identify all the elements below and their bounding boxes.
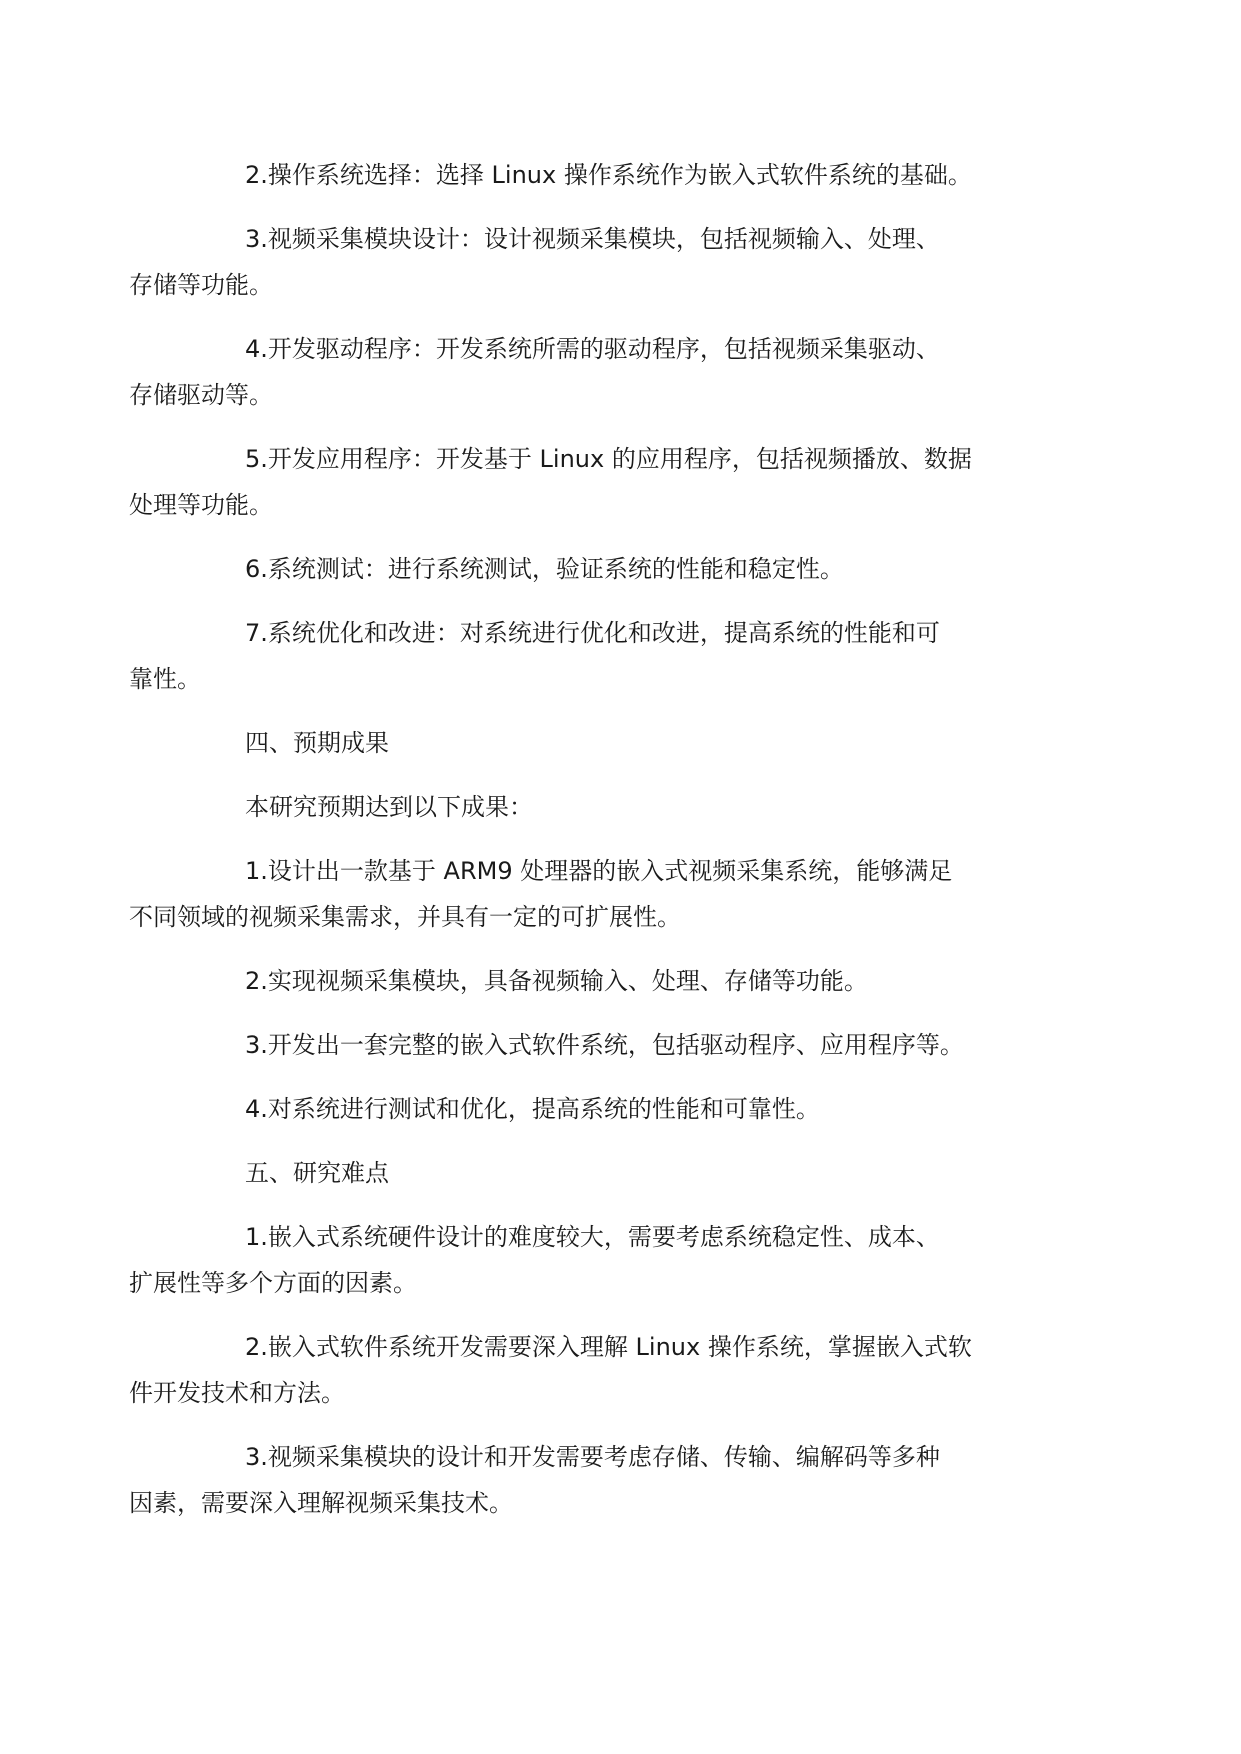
text-line: 2.实现视频采集模块，具备视频输入、处理、存储等功能。 <box>245 967 868 995</box>
paragraph-app-development <box>129 436 1067 528</box>
paragraph-difficulty-3 <box>129 1434 1067 1526</box>
document-body <box>129 152 1067 1544</box>
text-line: 3.开发出一套完整的嵌入式软件系统，包括驱动程序、应用程序等。 <box>245 1031 964 1059</box>
text-line: 本研究预期达到以下成果： <box>245 793 533 821</box>
text-line: 四、预期成果 <box>245 729 389 757</box>
text-line: 4.对系统进行测试和优化，提高系统的性能和可靠性。 <box>245 1095 820 1123</box>
text-line: 1.嵌入式系统硬件设计的难度较大，需要考虑系统稳定性、成本、 <box>245 1223 940 1251</box>
paragraph-result-4 <box>187 1086 1067 1132</box>
text-line: 7.系统优化和改进：对系统进行优化和改进，提高系统的性能和可 <box>245 619 940 647</box>
text-line: 6.系统测试：进行系统测试，验证系统的性能和稳定性。 <box>245 555 844 583</box>
text-line: 五、研究难点 <box>245 1159 389 1187</box>
paragraph-driver-development <box>129 326 1067 418</box>
text-line: 靠性。 <box>129 665 201 693</box>
paragraph-difficulty-1 <box>129 1214 1067 1306</box>
text-line: 2.嵌入式软件系统开发需要深入理解 Linux 操作系统，掌握嵌入式软 <box>245 1333 972 1361</box>
paragraph-os-selection <box>187 152 1067 198</box>
text-line: 因素，需要深入理解视频采集技术。 <box>129 1489 513 1517</box>
text-line: 1.设计出一款基于 ARM9 处理器的嵌入式视频采集系统，能够满足 <box>245 857 953 885</box>
text-line: 存储驱动等。 <box>129 381 273 409</box>
text-line: 扩展性等多个方面的因素。 <box>129 1269 417 1297</box>
text-line: 2.操作系统选择：选择 Linux 操作系统作为嵌入式软件系统的基础。 <box>245 161 972 189</box>
paragraph-video-module-design <box>129 216 1067 308</box>
paragraph-results-intro <box>187 784 1067 830</box>
section-heading-expected-results <box>187 720 1067 766</box>
text-line: 件开发技术和方法。 <box>129 1379 345 1407</box>
text-line: 3.视频采集模块的设计和开发需要考虑存储、传输、编解码等多种 <box>245 1443 940 1471</box>
section-heading-research-difficulties <box>187 1150 1067 1196</box>
text-line: 4.开发驱动程序：开发系统所需的驱动程序，包括视频采集驱动、 <box>245 335 940 363</box>
paragraph-system-testing <box>187 546 1067 592</box>
paragraph-result-2 <box>187 958 1067 1004</box>
paragraph-difficulty-2 <box>129 1324 1067 1416</box>
paragraph-result-3 <box>187 1022 1067 1068</box>
paragraph-system-optimization <box>129 610 1067 702</box>
text-line: 5.开发应用程序：开发基于 Linux 的应用程序，包括视频播放、数据 <box>245 445 972 473</box>
paragraph-result-1 <box>129 848 1067 940</box>
text-line: 3.视频采集模块设计：设计视频采集模块，包括视频输入、处理、 <box>245 225 940 253</box>
text-line: 不同领域的视频采集需求，并具有一定的可扩展性。 <box>129 903 681 931</box>
text-line: 存储等功能。 <box>129 271 273 299</box>
text-line: 处理等功能。 <box>129 491 273 519</box>
